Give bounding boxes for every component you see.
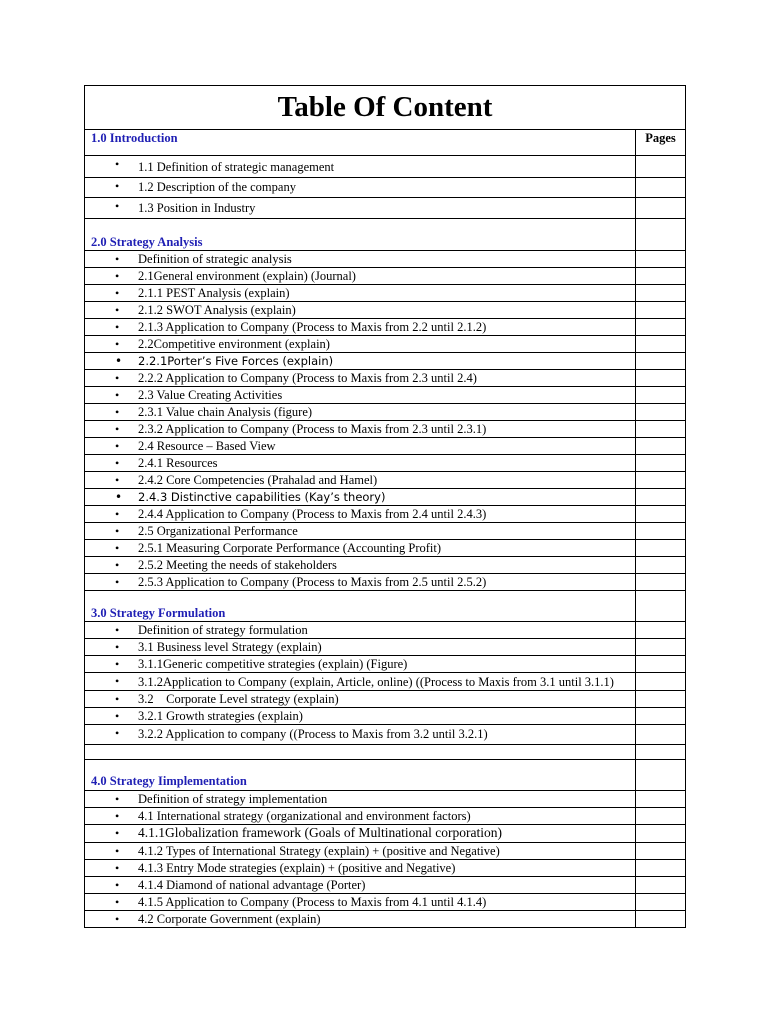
table-row bbox=[85, 506, 686, 523]
page-number-cell bbox=[636, 639, 686, 656]
list-item: • 2.4 Resource – Based View bbox=[85, 438, 636, 455]
list-item: • 3.2.2 Application to company ((Process to Maxis from 3.2 until 3.2.1) bbox=[85, 725, 636, 745]
page-number-cell bbox=[636, 455, 686, 472]
section-heading: 2.0 Strategy Analysis bbox=[85, 219, 636, 251]
page-number-cell bbox=[636, 808, 686, 825]
list-item: • 4.1.1Globalization framework (Goals of Multinational corporation) bbox=[85, 825, 636, 843]
list-item: • 2.5.1 Measuring Corporate Performance (Accounting Profit) bbox=[85, 540, 636, 557]
list-item: • 2.1.1 PEST Analysis (explain) bbox=[85, 285, 636, 302]
list-item: • 2.3 Value Creating Activities bbox=[85, 387, 636, 404]
list-item: • 3.1.1Generic competitive strategies (explain) (Figure) bbox=[85, 656, 636, 673]
document-title: Table Of Content bbox=[85, 86, 686, 130]
page-number-cell bbox=[636, 404, 686, 421]
list-item: • 4.1.4 Diamond of national advantage (Porter) bbox=[85, 877, 636, 894]
page-number-cell bbox=[636, 843, 686, 860]
table-row bbox=[85, 438, 686, 455]
table-row bbox=[85, 472, 686, 489]
section-heading: 4.0 Strategy Iimplementation bbox=[85, 760, 636, 791]
list-item: • 1.1 Definition of strategic management bbox=[85, 156, 636, 178]
page-number-cell bbox=[636, 622, 686, 639]
page-number-cell bbox=[636, 673, 686, 691]
table-row bbox=[85, 622, 686, 639]
list-item: • 1.2 Description of the company bbox=[85, 178, 636, 198]
table-row bbox=[85, 843, 686, 860]
list-item: • 2.1General environment (explain) (Journal) bbox=[85, 268, 636, 285]
list-item: • 2.2.1Porter’s Five Forces (explain) bbox=[85, 353, 636, 370]
page-number-cell bbox=[636, 198, 686, 219]
page-number-cell bbox=[636, 251, 686, 268]
spacer-row bbox=[85, 745, 686, 760]
table-row bbox=[85, 198, 686, 219]
table-row bbox=[85, 791, 686, 808]
table-row bbox=[85, 691, 686, 708]
table-row bbox=[85, 251, 686, 268]
page-number-cell bbox=[636, 387, 686, 404]
pages-column-header: Pages bbox=[636, 130, 686, 156]
table-row bbox=[85, 370, 686, 387]
page-number-cell bbox=[636, 438, 686, 455]
table-row bbox=[85, 708, 686, 725]
page-number-cell bbox=[636, 319, 686, 336]
table-row bbox=[85, 268, 686, 285]
page-number-cell bbox=[636, 725, 686, 745]
list-item: • 1.3 Position in Industry bbox=[85, 198, 636, 219]
list-item: • 3.1.2Application to Company (explain, Article, online) ((Process to Maxis from 3.1 until 3.1.1) bbox=[85, 673, 636, 691]
table-row bbox=[85, 639, 686, 656]
list-item: • 2.5.3 Application to Company (Process to Maxis from 2.5 until 2.5.2) bbox=[85, 574, 636, 591]
list-item: • 2.1.2 SWOT Analysis (explain) bbox=[85, 302, 636, 319]
table-row bbox=[85, 557, 686, 574]
table-row bbox=[85, 860, 686, 877]
table-of-contents bbox=[84, 85, 686, 928]
page-number-cell bbox=[636, 591, 686, 622]
list-item: • 2.4.2 Core Competencies (Prahalad and Hamel) bbox=[85, 472, 636, 489]
table-row bbox=[85, 353, 686, 370]
page-number-cell bbox=[636, 745, 686, 760]
list-item: • 2.5.2 Meeting the needs of stakeholders bbox=[85, 557, 636, 574]
table-row bbox=[85, 673, 686, 691]
table-row bbox=[85, 404, 686, 421]
table-row bbox=[85, 178, 686, 198]
page-number-cell bbox=[636, 370, 686, 387]
section-heading: 3.0 Strategy Formulation bbox=[85, 591, 636, 622]
page-number-cell bbox=[636, 860, 686, 877]
page-number-cell bbox=[636, 421, 686, 438]
list-item: • 2.4.3 Distinctive capabilities (Kay’s theory) bbox=[85, 489, 636, 506]
list-item: • 3.2 Corporate Level strategy (explain) bbox=[85, 691, 636, 708]
list-item: • Definition of strategy formulation bbox=[85, 622, 636, 639]
table-row bbox=[85, 911, 686, 928]
page-number-cell bbox=[636, 156, 686, 178]
page-number-cell bbox=[636, 472, 686, 489]
table-row bbox=[85, 421, 686, 438]
section-row bbox=[85, 760, 686, 791]
list-item: • 3.2.1 Growth strategies (explain) bbox=[85, 708, 636, 725]
page-number-cell bbox=[636, 574, 686, 591]
table-row bbox=[85, 523, 686, 540]
page-number-cell bbox=[636, 506, 686, 523]
page-number-cell bbox=[636, 911, 686, 928]
page-number-cell bbox=[636, 178, 686, 198]
list-item: • 2.2Competitive environment (explain) bbox=[85, 336, 636, 353]
list-item: • 4.2 Corporate Government (explain) bbox=[85, 911, 636, 928]
page-number-cell bbox=[636, 894, 686, 911]
section-heading: 1.0 Introduction bbox=[85, 130, 636, 156]
list-item: • 2.2.2 Application to Company (Process to Maxis from 2.3 until 2.4) bbox=[85, 370, 636, 387]
table-row bbox=[85, 156, 686, 178]
section-row bbox=[85, 219, 686, 251]
page-number-cell bbox=[636, 285, 686, 302]
table-row bbox=[85, 574, 686, 591]
page-number-cell bbox=[636, 825, 686, 843]
list-item: • 2.4.1 Resources bbox=[85, 455, 636, 472]
list-item: • 2.1.3 Application to Company (Process to Maxis from 2.2 until 2.1.2) bbox=[85, 319, 636, 336]
page-number-cell bbox=[636, 656, 686, 673]
table-row bbox=[85, 808, 686, 825]
list-item: • 2.3.2 Application to Company (Process to Maxis from 2.3 until 2.3.1) bbox=[85, 421, 636, 438]
list-item: • 2.5 Organizational Performance bbox=[85, 523, 636, 540]
list-item: • 2.4.4 Application to Company (Process to Maxis from 2.4 until 2.4.3) bbox=[85, 506, 636, 523]
page-number-cell bbox=[636, 302, 686, 319]
table-row bbox=[85, 387, 686, 404]
table-row bbox=[85, 656, 686, 673]
page-number-cell bbox=[636, 268, 686, 285]
list-item: • 4.1.3 Entry Mode strategies (explain) + (positive and Negative) bbox=[85, 860, 636, 877]
list-item: • Definition of strategy implementation bbox=[85, 791, 636, 808]
list-item: • 2.3.1 Value chain Analysis (figure) bbox=[85, 404, 636, 421]
table-row bbox=[85, 825, 686, 843]
title-row bbox=[85, 86, 686, 130]
table-row bbox=[85, 489, 686, 506]
table-row bbox=[85, 540, 686, 557]
table-row bbox=[85, 894, 686, 911]
page-number-cell bbox=[636, 353, 686, 370]
list-item: • 4.1.5 Application to Company (Process to Maxis from 4.1 until 4.1.4) bbox=[85, 894, 636, 911]
table-row bbox=[85, 302, 686, 319]
section-row bbox=[85, 130, 686, 156]
list-item: • 3.1 Business level Strategy (explain) bbox=[85, 639, 636, 656]
page-number-cell bbox=[636, 760, 686, 791]
list-item: • 4.1 International strategy (organizational and environment factors) bbox=[85, 808, 636, 825]
page-number-cell bbox=[636, 540, 686, 557]
section-row bbox=[85, 591, 686, 622]
page-number-cell bbox=[636, 557, 686, 574]
table-row bbox=[85, 336, 686, 353]
table-row bbox=[85, 877, 686, 894]
table-row bbox=[85, 319, 686, 336]
table-row bbox=[85, 285, 686, 302]
page-number-cell bbox=[636, 336, 686, 353]
page-number-cell bbox=[636, 708, 686, 725]
page-number-cell bbox=[636, 791, 686, 808]
page-number-cell bbox=[636, 489, 686, 506]
table-row bbox=[85, 455, 686, 472]
page-number-cell bbox=[636, 219, 686, 251]
page-number-cell bbox=[636, 523, 686, 540]
list-item: • Definition of strategic analysis bbox=[85, 251, 636, 268]
table-row bbox=[85, 725, 686, 745]
list-item: • 4.1.2 Types of International Strategy (explain) + (positive and Negative) bbox=[85, 843, 636, 860]
empty-cell bbox=[85, 745, 636, 760]
page-number-cell bbox=[636, 691, 686, 708]
page-number-cell bbox=[636, 877, 686, 894]
